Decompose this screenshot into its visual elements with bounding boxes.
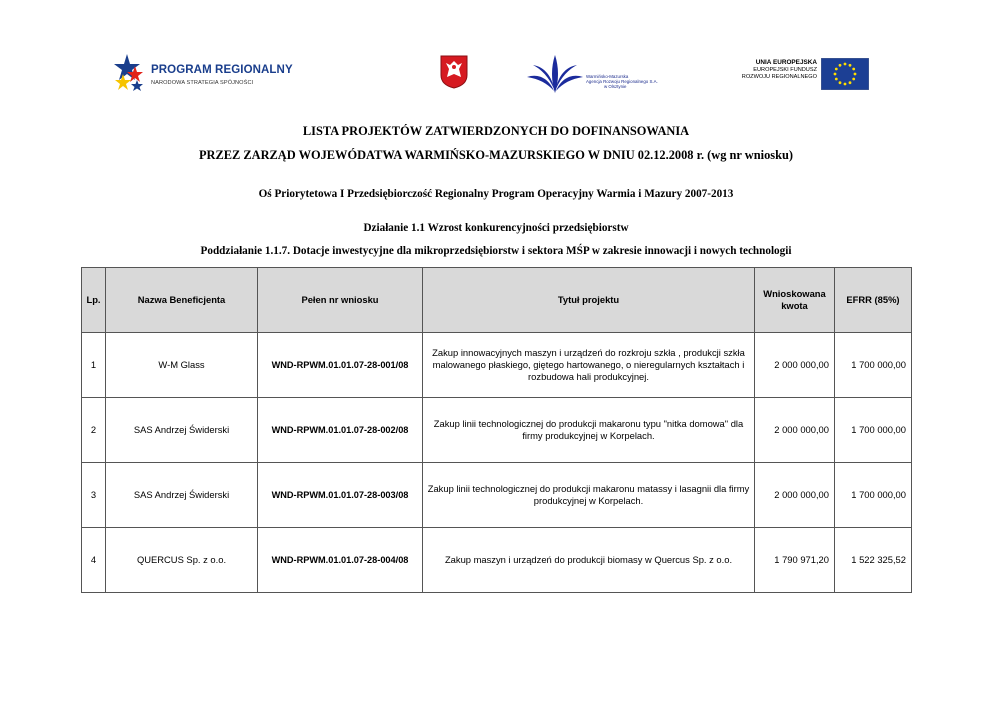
eu-title: UNIA EUROPEJSKA [755,59,817,66]
agency-line-1: Warmińsko-Mazurska [586,74,629,79]
agency-flower-icon [525,53,585,95]
cell-project-title: Zakup innowacyjnych maszyn i urządzeń do rozkroju szkła , produkcji szkła malowanego płaskiego, giętego hartowanego, o nieregularnych kształtach i rozbudowa hali produkcyjnej. [423,333,755,398]
eu-fund-line-1: EUROPEJSKI FUNDUSZ [753,67,817,73]
cell-lp: 1 [82,333,106,398]
agency-line-2: Agencja Rozwoju Regionalnego S.A. [586,79,658,84]
cell-requested-amount: 1 790 971,20 [755,528,835,593]
cell-efrr: 1 700 000,00 [835,398,912,463]
header-application-number: Pełen nr wniosku [258,268,423,333]
cell-efrr: 1 700 000,00 [835,463,912,528]
agency-name [586,74,658,89]
header-efrr: EFRR (85%) [835,268,912,333]
measure-heading: Działanie 1.1 Wzrost konkurencyjności przedsiębiorstw [363,222,629,234]
cell-efrr: 1 700 000,00 [835,333,912,398]
cell-beneficiary: SAS Andrzej Świderski [106,463,258,528]
header-lp: Lp. [82,268,106,333]
program-regionalny-subtitle: NARODOWA STRATEGIA SPÓJNOŚCI [151,80,254,86]
eu-fund-line-2: ROZWOJU REGIONALNEGO [741,74,817,80]
header-requested-amount: Wnioskowana kwota [755,268,835,333]
cell-project-title: Zakup linii technologicznej do produkcji makaronu matassy i lasagnii dla firmy produkcyjnej w Korpelach. [423,463,755,528]
cell-application-number: WND-RPWM.01.01.07-28-004/08 [258,528,423,593]
cell-lp: 4 [82,528,106,593]
cell-application-number: WND-RPWM.01.01.07-28-001/08 [258,333,423,398]
submeasure-heading: Poddziałanie 1.1.7. Dotacje inwestycyjne dla mikroprzedsiębiorstw i sektora MŚP w zakresie innowacji i nowych technologii [200,245,792,257]
cell-requested-amount: 2 000 000,00 [755,398,835,463]
table-row [82,398,912,463]
cell-project-title: Zakup maszyn i urządzeń do produkcji biomasy w Quercus Sp. z o.o. [423,528,755,593]
region-crest-icon [440,55,468,89]
table-row [82,333,912,398]
program-regionalny-title: PROGRAM REGIONALNY [151,64,293,76]
cell-project-title: Zakup linii technologicznej do produkcji makaronu typu "nitka domowa" dla firmy produkcyjnej w Korpelach. [423,398,755,463]
cell-lp: 2 [82,398,106,463]
cell-beneficiary: W-M Glass [106,333,258,398]
page-subtitle: PRZEZ ZARZĄD WOJEWÓDATWA WARMIŃSKO-MAZURSKIEGO W DNIU 02.12.2008 r. (wg nr wniosku) [198,148,794,162]
page-title: LISTA PROJEKTÓW ZATWIERDZONYCH DO DOFINANSOWANIA [302,124,690,138]
cell-application-number: WND-RPWM.01.01.07-28-002/08 [258,398,423,463]
cell-requested-amount: 2 000 000,00 [755,333,835,398]
header-beneficiary: Nazwa Beneficjenta [106,268,258,333]
eu-logo [735,55,875,95]
table-header-row [82,268,912,333]
cell-beneficiary: SAS Andrzej Świderski [106,398,258,463]
program-regionalny-logo [113,52,293,98]
header-project-title: Tytuł projektu [423,268,755,333]
agency-line-3: w Olsztynie [604,84,627,89]
table-row [82,463,912,528]
priority-axis-heading: Oś Priorytetowa I Przedsiębiorczość Regionalny Program Operacyjny Warmia i Mazury 2007-2013 [258,188,734,200]
table-row [82,528,912,593]
cell-beneficiary: QUERCUS Sp. z o.o. [106,528,258,593]
cell-requested-amount: 2 000 000,00 [755,463,835,528]
cell-efrr: 1 522 325,52 [835,528,912,593]
projects-table [81,267,912,593]
cell-lp: 3 [82,463,106,528]
program-regionalny-stars-icon [113,52,149,96]
cell-application-number: WND-RPWM.01.01.07-28-003/08 [258,463,423,528]
agency-logo [525,53,658,95]
eu-flag-icon [821,58,869,90]
